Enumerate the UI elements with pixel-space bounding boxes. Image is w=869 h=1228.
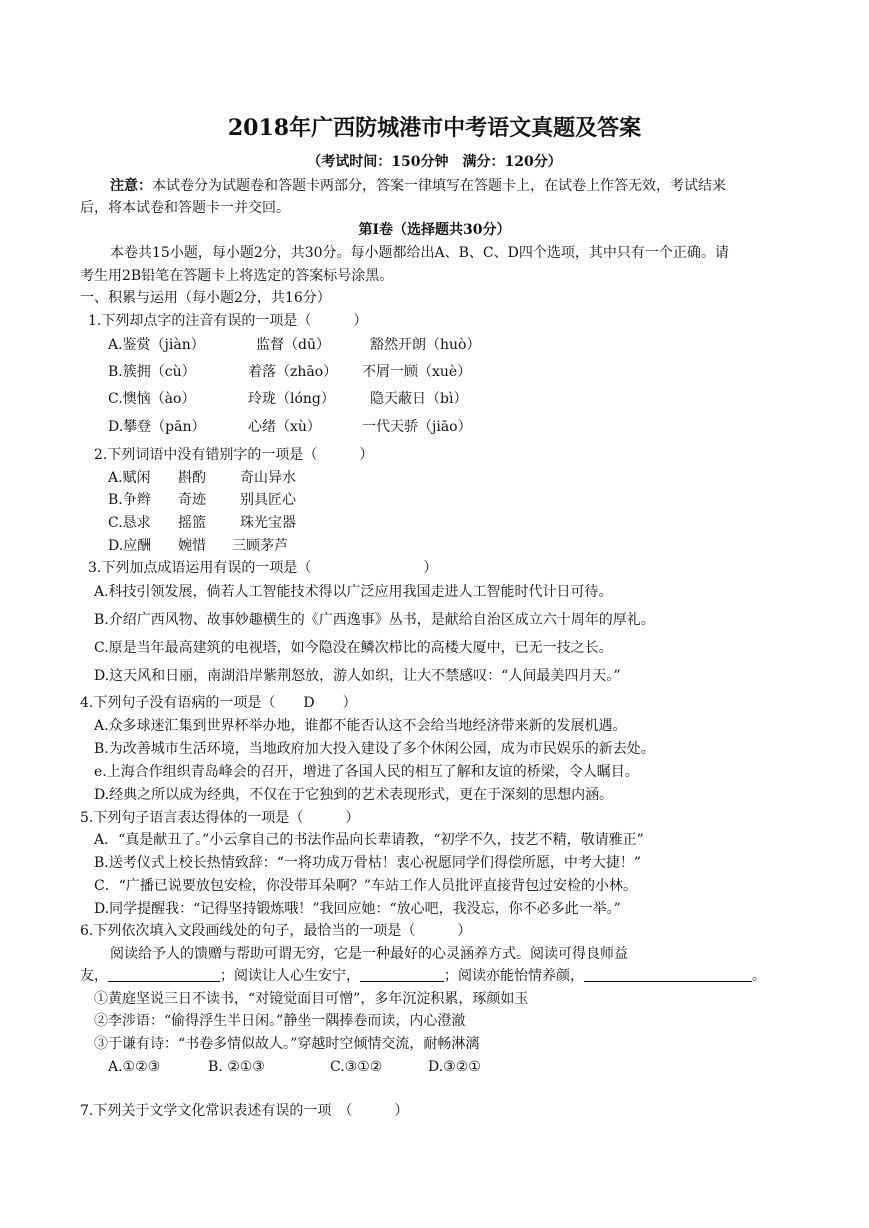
q2-option-b-2: 奇迹 bbox=[178, 492, 206, 508]
q1-option-d-1: D.攀登（pān） bbox=[108, 419, 206, 435]
q5-stem: 5.下列句子语言表达得体的一项是（ ） bbox=[80, 810, 360, 826]
section-intro-1: 本卷共15小题，每小题2分，共30分。每小题都给出A、B、C、D四个选项，其中只有一个正确。请 bbox=[110, 245, 729, 261]
q5-option-b: B.送考仪式上校长热情致辞：“一将功成万骨枯！衷心祝愿同学们得偿所愿，中考大捷！” bbox=[94, 855, 642, 871]
q6-item-2: ②李涉语：“偷得浮生半日闲。”静坐一隅捧卷而读，内心澄澈 bbox=[94, 1013, 466, 1029]
q6-choice-a: A.①②③ bbox=[108, 1059, 161, 1075]
q6-passage-line-1: 阅读给予人的馈赠与帮助可谓无穷，它是一种最好的心灵涵养方式。阅读可得良师益 bbox=[110, 946, 628, 962]
q2-option-b-3: 别具匠心 bbox=[240, 492, 296, 508]
q2-option-b-1: B.争辫 bbox=[108, 492, 151, 508]
q2-option-a-3: 奇山异水 bbox=[240, 470, 296, 486]
notice-line-1 bbox=[110, 176, 726, 196]
section-title: 第Ⅰ卷（选择题共30分） bbox=[358, 222, 511, 238]
q2-option-d-1: D.应酬 bbox=[108, 538, 152, 554]
q1-option-b-2: 着落（zhāo） bbox=[248, 364, 338, 380]
section-intro-2: 考生用2B铅笔在答题卡上将选定的答案标号涂黑。 bbox=[80, 268, 394, 284]
q2-option-c-3: 珠光宝器 bbox=[240, 515, 296, 531]
q5-option-c: C．“广播已说要放包安检，你没带耳朵啊？”车站工作人员批评直接背包过安检的小林。 bbox=[94, 878, 638, 894]
q6-stem: 6.下列依次填入文段画线处的句子，最恰当的一项是（ ） bbox=[80, 923, 472, 939]
q4-option-b: B.为改善城市生活环境，当地政府加大投入建设了多个休闲公园，成为市民娱乐的新去处。 bbox=[94, 741, 655, 757]
q6-blank-1 bbox=[108, 967, 220, 982]
q6-choice-c: C.③①② bbox=[330, 1059, 383, 1075]
q6-passage-part-d: 。 bbox=[752, 968, 766, 984]
q2-stem: 2.下列词语中没有错别字的一项是（ ） bbox=[94, 447, 374, 463]
q6-blank-3 bbox=[584, 967, 752, 982]
notice-line-2: 后，将本试卷和答题卡一并交回。 bbox=[80, 200, 290, 216]
q1-option-b-1: B.簇拥（cù） bbox=[108, 364, 196, 380]
q4-option-d: D.经典之所以成为经典，不仅在于它独到的艺术表现形式，更在于深刻的思想内涵。 bbox=[94, 787, 614, 803]
q3-option-b: B.介绍广西风物、故事妙趣横生的《广西逸事》丛书，是献给自治区成立六十周年的厚礼。 bbox=[94, 612, 655, 628]
q6-blank-2 bbox=[360, 967, 444, 982]
q3-option-c: C.原是当年最高建筑的电视塔，如今隐没在鳞次栉比的高楼大厦中，已无一技之长。 bbox=[94, 640, 613, 656]
q1-option-c-1: C.懊恼（ào） bbox=[108, 391, 196, 407]
q1-stem: 1.下列却点字的注音有误的一项是（ ） bbox=[88, 313, 368, 329]
q3-option-d: D.这天风和日丽，南湖沿岸紫荆怒放，游人如织，让大不禁感叹：“人间最美四月天。” bbox=[94, 668, 621, 684]
q3-option-a: A.科技引领发展，倘若人工智能技术得以广泛应用我国走进人工智能时代计日可待。 bbox=[94, 584, 613, 600]
q6-passage-line-2 bbox=[80, 966, 766, 986]
q7-stem: 7.下列关于文学文化常识表述有误的一项 （ ） bbox=[80, 1103, 409, 1119]
q2-option-c-2: 摇篮 bbox=[178, 515, 206, 531]
q4-option-c: e.上海合作组织青岛峰会的召开，增进了各国人民的相互了解和友谊的桥梁，令人瞩目。 bbox=[94, 764, 639, 780]
part-heading: 一、积累与运用（每小题2分，共16分） bbox=[80, 290, 331, 306]
q1-option-a-2: 监督（dū） bbox=[256, 337, 330, 353]
q6-passage-part-a: 友， bbox=[80, 968, 108, 984]
q3-stem: 3.下列加点成语运用有误的一项是（ ） bbox=[88, 560, 438, 576]
q6-passage-part-b: ；阅读让人心生安宁， bbox=[220, 968, 360, 984]
q1-option-c-2: 玲珑（lóng） bbox=[248, 391, 335, 407]
q2-option-a-1: A.赋闲 bbox=[108, 470, 151, 486]
page-title: 2018年广西防城港市中考语文真题及答案 bbox=[227, 115, 642, 141]
q6-item-3: ③于谦有诗：“书卷多情似故人。”穿越时空倾情交流，耐畅淋漓 bbox=[94, 1036, 480, 1052]
q2-option-a-2: 斟酌 bbox=[178, 470, 206, 486]
q6-item-1: ①黄庭坚说三日不读书，“对镜觉面目可憎”，多年沉淀积累，琢颜如玉 bbox=[94, 991, 529, 1007]
q2-option-c-1: C.恳求 bbox=[108, 515, 151, 531]
notice-label: 注意： bbox=[110, 178, 152, 194]
q2-option-d-2: 婉惜 bbox=[178, 538, 206, 554]
exam-time-info: （考试时间：150分钟 满分：120分） bbox=[307, 154, 562, 170]
notice-text: 本试卷分为试题卷和答题卡两部分，答案一律填写在答题卡上，在试卷上作答无效，考试结来 bbox=[152, 178, 726, 194]
q1-option-a-1: A.鉴赏（jiàn） bbox=[108, 337, 205, 353]
q1-option-b-3: 不屑一顾（xuè） bbox=[362, 364, 472, 380]
q5-option-d: D.同学提醒我：“记得坚持锻炼哦！”我回应她：“放心吧，我没忘，你不必多此一举。” bbox=[94, 901, 621, 917]
q1-option-a-3: 豁然开朗（huò） bbox=[370, 337, 481, 353]
q4-stem: 4.下列句子没有语病的一项是（ D ） bbox=[80, 695, 357, 711]
q6-choice-b: B. ②①③ bbox=[208, 1059, 265, 1075]
q1-option-c-3: 隐天蔽日（bì） bbox=[370, 391, 468, 407]
q6-choice-d: D.③②① bbox=[428, 1059, 481, 1075]
q6-passage-part-c: ；阅读亦能怡情养颜， bbox=[444, 968, 584, 984]
q1-option-d-3: 一代天骄（jiāo） bbox=[362, 419, 472, 435]
q2-option-d-3: 三顾茅芦 bbox=[232, 538, 288, 554]
q1-option-d-2: 心绪（xù） bbox=[248, 419, 321, 435]
q4-option-a: A.众多球迷汇集到世界杯举办地，谁都不能否认这不会给当地经济带来新的发展机遇。 bbox=[94, 718, 627, 734]
q5-option-a: A．“真是献丑了。”小云拿自己的书法作品向长辈请教，“初学不久，技艺不精，敬请雅正” bbox=[94, 832, 644, 848]
